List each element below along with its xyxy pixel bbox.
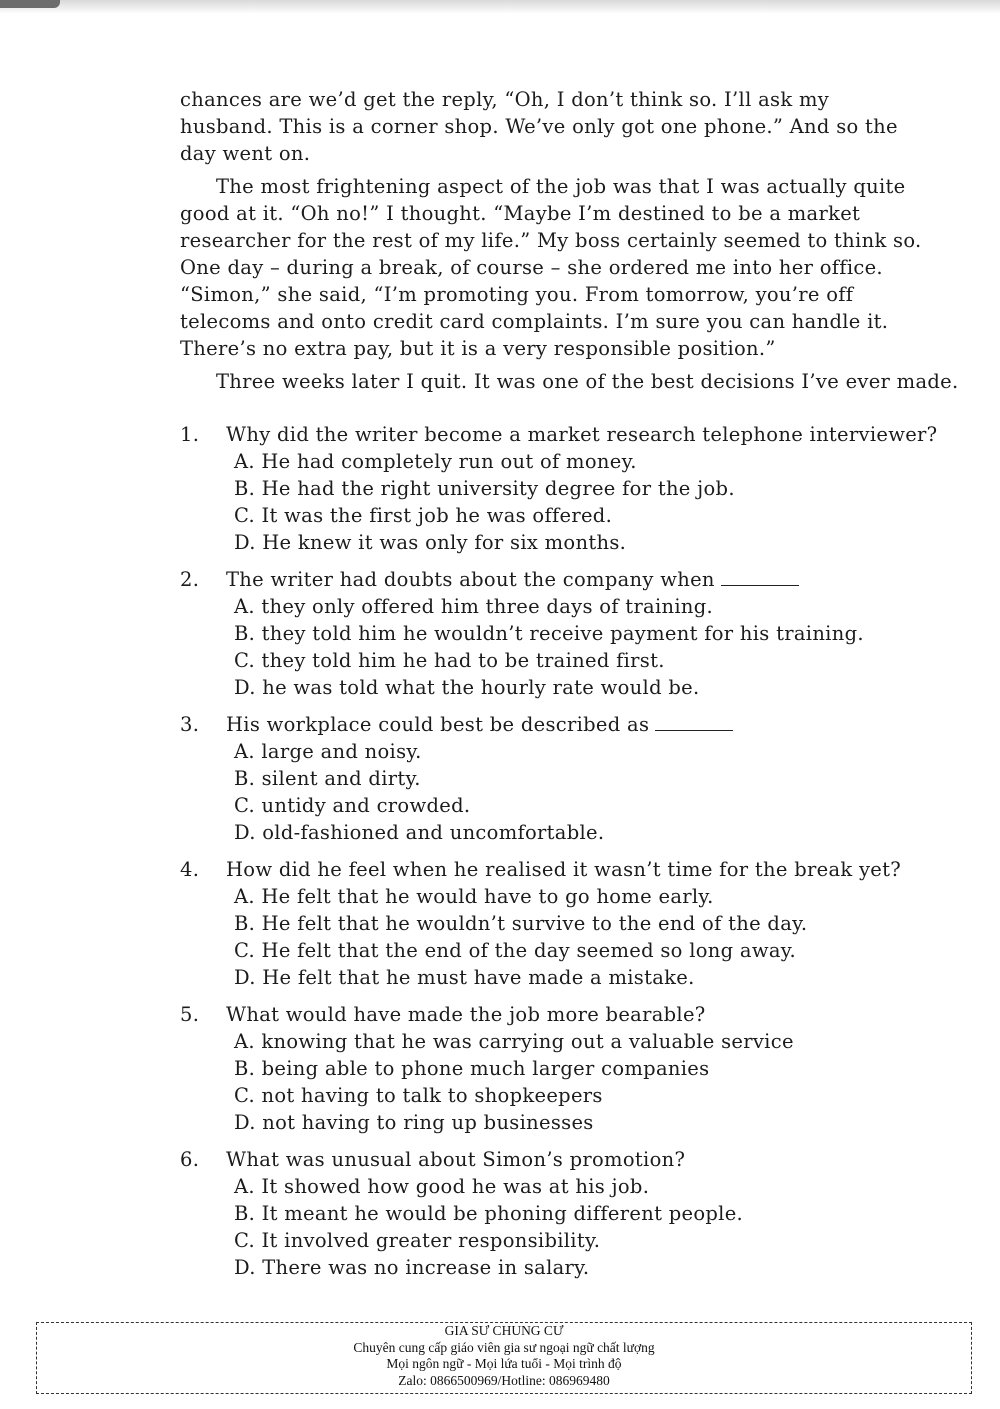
question-number: 2. (180, 568, 200, 591)
answer-option[interactable]: B. He felt that he wouldn’t survive to the end of the day. (234, 912, 808, 935)
question-stem (180, 1146, 980, 1173)
question-stem (180, 421, 980, 448)
answer-option[interactable]: D. he was told what the hourly rate would be. (234, 676, 700, 699)
question-item (180, 421, 980, 556)
question-number: 4. (180, 858, 200, 881)
passage-line: husband. This is a corner shop. We’ve only got one phone.” And so the (180, 115, 898, 138)
question-number: 5. (180, 1003, 200, 1026)
answer-option[interactable]: D. He felt that he must have made a mistake. (234, 966, 695, 989)
question-item (180, 566, 980, 701)
answer-option[interactable]: C. It was the first job he was offered. (234, 504, 613, 527)
answer-option[interactable]: C. It involved greater responsibility. (234, 1229, 601, 1252)
footer-line-1: Chuyên cung cấp giáo viên gia sư ngoại ngữ chất lượng (353, 1339, 655, 1355)
answer-option[interactable]: C. untidy and crowded. (234, 794, 471, 817)
answer-option[interactable]: D. He knew it was only for six months. (234, 531, 627, 554)
answer-option[interactable]: D. There was no increase in salary. (234, 1256, 590, 1279)
question-item (180, 856, 980, 991)
answer-option[interactable]: A. large and noisy. (234, 740, 422, 763)
passage-paragraph (180, 173, 980, 362)
answer-option[interactable]: A. they only offered him three days of training. (234, 595, 714, 618)
answer-option[interactable]: D. old-fashioned and uncomfortable. (234, 821, 605, 844)
passage-line: day went on. (180, 142, 311, 165)
worksheet-page (180, 86, 980, 1291)
reading-passage (180, 86, 980, 395)
question-text: Why did the writer become a market research telephone interviewer? (226, 423, 938, 446)
answer-option[interactable]: C. not having to talk to shopkeepers (234, 1084, 603, 1107)
passage-line: One day – during a break, of course – she ordered me into her office. (180, 256, 883, 279)
passage-line: chances are we’d get the reply, “Oh, I don’t think so. I’ll ask my (180, 88, 830, 111)
passage-line: “Simon,” she said, “I’m promoting you. From tomorrow, you’re off (180, 283, 854, 306)
footer-line-3: Zalo: 0866500969/Hotline: 086969480 (398, 1372, 610, 1388)
passage-paragraph (180, 368, 980, 395)
question-text: What would have made the job more bearable? (226, 1003, 706, 1026)
scan-corner-mark (0, 0, 60, 8)
footer-advert-box (36, 1322, 972, 1394)
question-text: What was unusual about Simon’s promotion? (226, 1148, 686, 1171)
footer-title: GIA SƯ CHUNG CƯ (444, 1323, 564, 1338)
passage-line: There’s no extra pay, but it is a very responsible position.” (180, 337, 776, 360)
scan-shadow (0, 0, 1000, 14)
passage-line: telecoms and onto credit card complaints. I’m sure you can handle it. (180, 310, 889, 333)
answer-blank[interactable] (655, 730, 733, 731)
answer-option[interactable]: A. He had completely run out of money. (234, 450, 637, 473)
question-stem (180, 856, 980, 883)
question-number: 1. (180, 423, 200, 446)
passage-line: Three weeks later I quit. It was one of the best decisions I’ve ever made. (216, 370, 959, 393)
question-number: 3. (180, 713, 200, 736)
answer-option[interactable]: D. not having to ring up businesses (234, 1111, 594, 1134)
question-text: His workplace could best be described as (226, 713, 650, 736)
question-item (180, 1146, 980, 1281)
passage-paragraph (180, 86, 980, 167)
passage-line: researcher for the rest of my life.” My boss certainly seemed to think so. (180, 229, 922, 252)
passage-line: The most frightening aspect of the job was that I was actually quite (216, 175, 906, 198)
question-item (180, 1001, 980, 1136)
answer-option[interactable]: B. they told him he wouldn’t receive payment for his training. (234, 622, 864, 645)
passage-line: good at it. “Oh no!” I thought. “Maybe I’m destined to be a market (180, 202, 861, 225)
answer-option[interactable]: B. silent and dirty. (234, 767, 421, 790)
answer-option[interactable]: B. He had the right university degree for the job. (234, 477, 735, 500)
question-stem (180, 711, 980, 738)
answer-option[interactable]: C. He felt that the end of the day seemed so long away. (234, 939, 797, 962)
question-number: 6. (180, 1148, 200, 1171)
footer-line-2: Mọi ngôn ngữ - Mọi lứa tuổi - Mọi trình độ (386, 1356, 622, 1371)
answer-blank[interactable] (721, 585, 799, 586)
question-item (180, 711, 980, 846)
question-text: The writer had doubts about the company when (226, 568, 715, 591)
question-list (180, 421, 980, 1281)
question-text: How did he feel when he realised it wasn’t time for the break yet? (226, 858, 902, 881)
answer-option[interactable]: C. they told him he had to be trained first. (234, 649, 665, 672)
answer-option[interactable]: B. being able to phone much larger companies (234, 1057, 710, 1080)
answer-option[interactable]: B. It meant he would be phoning different people. (234, 1202, 744, 1225)
answer-option[interactable]: A. knowing that he was carrying out a valuable service (234, 1030, 794, 1053)
answer-option[interactable]: A. He felt that he would have to go home early. (234, 885, 714, 908)
question-stem (180, 566, 980, 593)
question-stem (180, 1001, 980, 1028)
answer-option[interactable]: A. It showed how good he was at his job. (234, 1175, 650, 1198)
